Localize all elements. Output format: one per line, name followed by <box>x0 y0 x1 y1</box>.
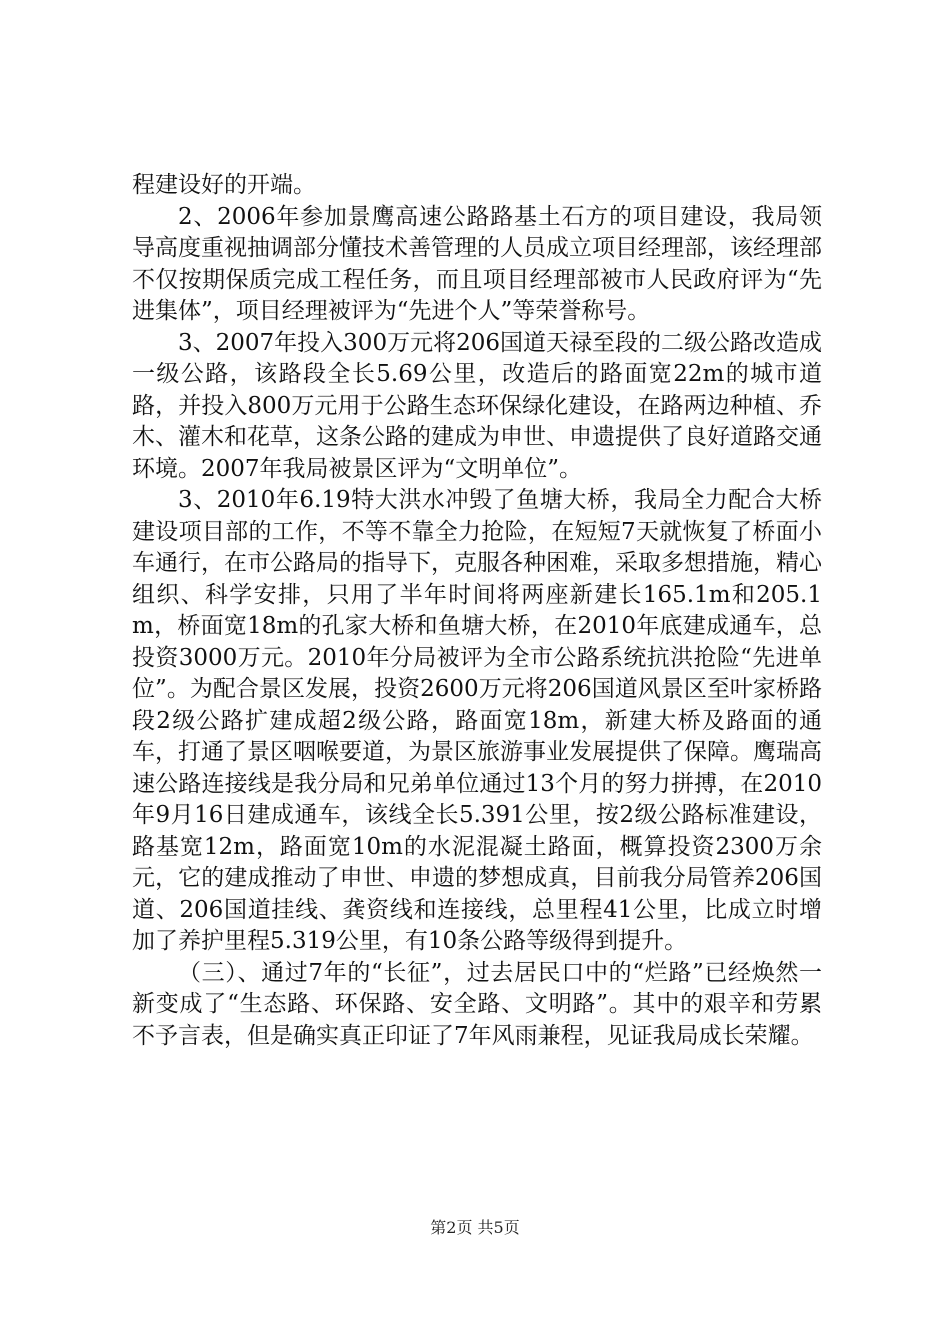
paragraph-section-3: （三）、通过7年的“长征”，过去居民口中的“烂路”已经焕然一新变成了“生态路、环保路、安全路、文明路”。其中的艰辛和劳累不予言表，但是确实真正印证了7年风雨兼程，见证我局成长荣耀。 <box>132 959 822 1049</box>
document-body <box>132 170 822 1052</box>
paragraph-item-3-2007: 3、2007年投入300万元将206国道天禄至段的二级公路改造成一级公路，该路段全长5.69公里，改造后的路面宽22m的城市道路，并投入800万元用于公路生态环保绿化建设，在路两边种植、乔木、灌木和花草，这条公路的建成为申世、申遗提供了良好道路交通环境。2007年我局被景区评为“文明单位”。 <box>132 329 822 482</box>
paragraph-item-3-2010: 3、2010年6.19特大洪水冲毁了鱼塘大桥，我局全力配合大桥建设项目部的工作，不等不靠全力抢险，在短短7天就恢复了桥面小车通行，在市公路局的指导下，克服各种困难，采取多想措施，精心组织、科学安排，只用了半年时间将两座新建长165.1m和205.1m，桥面宽18m的孔家大桥和鱼塘大桥，在2010年底建成通车，总投资3000万元。2010年分局被评为全市公路系统抗洪抢险“先进单位”。为配合景区发展，投资2600万元将206国道风景区至叶家桥路段2级公路扩建成超2级公路，路面宽18m，新建大桥及路面的通车，打通了景区咽喉要道，为景区旅游事业发展提供了保障。鹰瑞高速公路连接线是我分局和兄弟单位通过13个月的努力拼搏，在2010年9月16日建成通车，该线全长5.391公里，按2级公路标准建设，路基宽12m，路面宽10m的水泥混凝土路面，概算投资2300万余元，它的建成推动了申世、申遗的梦想成真，目前我分局管养206国道、206国道挂线、龚资线和连接线，总里程41公里，比成立时增加了养护里程5.319公里，有10条公路等级得到提升。 <box>132 487 822 954</box>
paragraph-continuation: 程建设好的开端。 <box>132 172 316 198</box>
page-number-footer: 第2页 共5页 <box>430 1218 520 1237</box>
paragraph-item-2: 2、2006年参加景鹰高速公路路基土石方的项目建设，我局领导高度重视抽调部分懂技术善管理的人员成立项目经理部，该经理部不仅按期保质完成工程任务，而且项目经理部被市人民政府评为“先进集体”，项目经理被评为“先进个人”等荣誉称号。 <box>132 203 822 324</box>
